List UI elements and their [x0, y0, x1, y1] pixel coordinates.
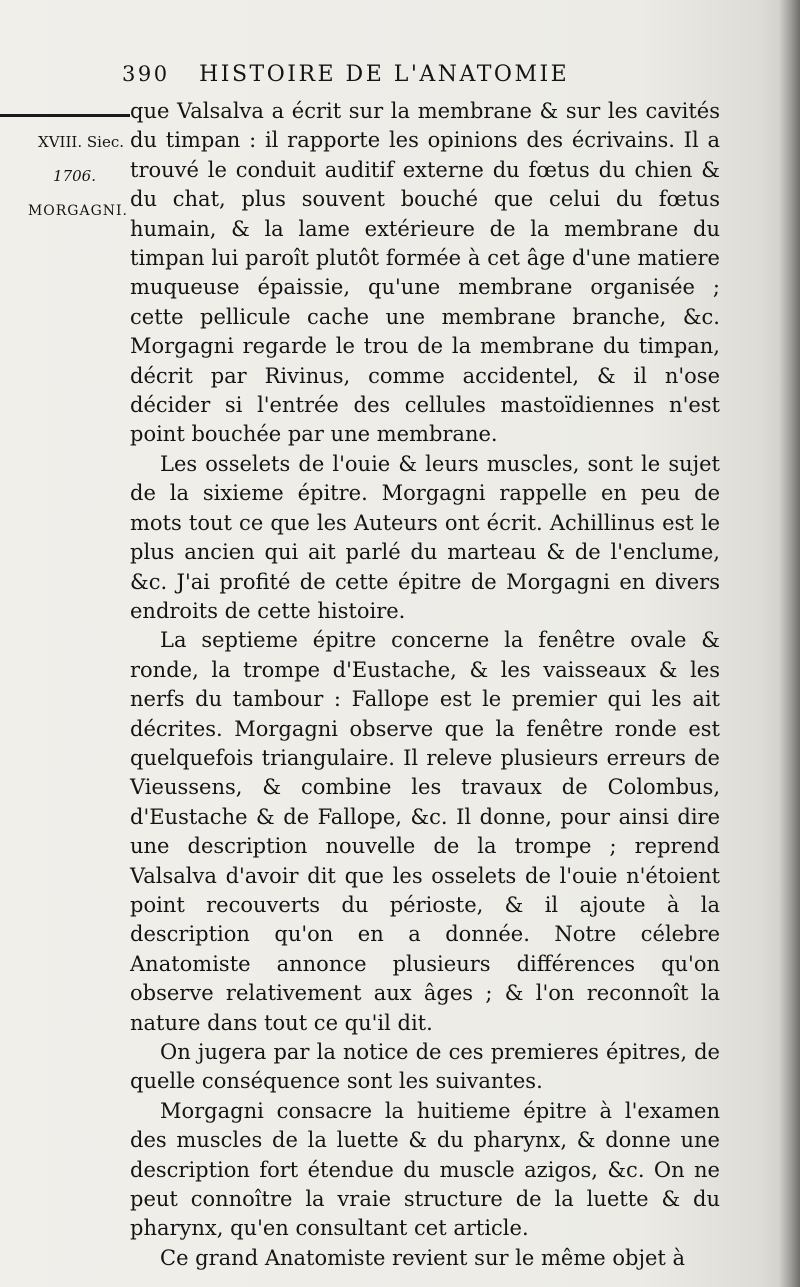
paragraph: Ce grand Anatomiste revient sur le même objet à	[160, 1245, 686, 1270]
paragraph: que Valsalva a écrit sur la membrane & sur les cavités du timpan : il rapporte les opinions des écrivains. Il a trouvé le conduit auditif externe du fœtus du chien & du chat, plus souvent bouché que celui du fœtus humain, & la lame extérieure de la membrane du timpan lui paroît plutôt formée à cet âge d'une matiere muqueuse épaissie, qu'une membrane organisée ; cette pellicule cache une membrane branche, &c. Morgagni regarde le trou de la membrane du timpan, décrit par Rivinus, comme accidentel, & il n'ose décider si l'entrée des cellules mastoïdiennes n'est point bouchée par une membrane.	[130, 99, 720, 447]
body-text	[130, 97, 720, 1273]
margin-rule	[0, 114, 130, 117]
running-title: HISTOIRE DE L'ANATOMIE	[199, 62, 570, 87]
book-gutter	[778, 0, 800, 1287]
paragraph: La septieme épitre concerne la fenêtre ovale & ronde, la trompe d'Eustache, & les vaisseaux & les nerfs du tambour : Fallope est le premier qui les ait décrites. Morgagni observe que la fenêtre ronde est quelquefois triangulaire. Il releve plusieurs erreurs de Vieussens, & combine les travaux de Colombus, d'Eustache & de Fallope, &c. Il donne, pour ainsi dire une description nouvelle de la trompe ; reprend Valsalva d'avoir dit que les osselets de l'ouie n'étoient point recouverts du périoste, & il ajoute à la description qu'on en a donnée. Notre célebre Anatomiste annonce plusieurs différences qu'on observe relativement aux âges ; & l'on reconnoît la nature dans tout ce qu'il dit.	[130, 628, 720, 1035]
paragraph: Morgagni consacre la huitieme épitre à l'examen des muscles de la luette & du pharynx, & donne une description fort étendue du muscle azigos, &c. On ne peut connoître la vraie structure de la luette & du pharynx, qu'en consultant cet article.	[130, 1098, 720, 1241]
paragraph: Les osselets de l'ouie & leurs muscles, sont le sujet de la sixieme épitre. Morgagni rappelle en peu de mots tout ce que les Auteurs ont écrit. Achillinus est le plus ancien qui ait parlé du marteau & de l'enclume, &c. J'ai profité de cette épitre de Morgagni en divers endroits de cette histoire.	[130, 451, 720, 623]
running-header	[122, 62, 642, 87]
margin-year: 1706.	[53, 167, 96, 185]
margin-author: MORGAGNI.	[27, 203, 128, 219]
margin-century: XVIII. Siec.	[38, 133, 124, 151]
page-number: 390	[122, 62, 170, 86]
paragraph: On jugera par la notice de ces premieres épitres, de quelle conséquence sont les suivantes.	[130, 1040, 720, 1094]
